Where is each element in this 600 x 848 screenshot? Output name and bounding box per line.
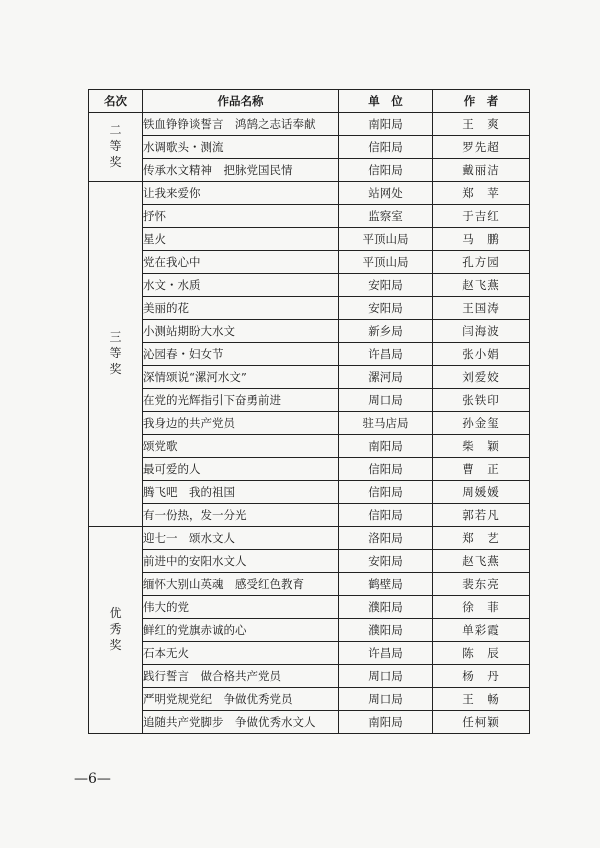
title-cell: 铁血铮铮谈誓言 鸿鹄之志话奉献 <box>143 113 339 136</box>
author-cell: 周媛媛 <box>433 481 530 504</box>
unit-cell: 站网处 <box>339 182 433 205</box>
author-cell: 王 爽 <box>433 113 530 136</box>
table-row <box>89 251 530 274</box>
header-author: 作 者 <box>433 90 530 113</box>
title-cell: 深情颂说“漯河水文” <box>143 366 339 389</box>
author-cell: 孔方园 <box>433 251 530 274</box>
table-row <box>89 205 530 228</box>
unit-cell: 信阳局 <box>339 504 433 527</box>
title-cell: 颂党歌 <box>143 435 339 458</box>
table-row <box>89 458 530 481</box>
table-row <box>89 596 530 619</box>
unit-cell: 安阳局 <box>339 550 433 573</box>
rank-label: 二等奖 <box>109 122 122 169</box>
author-cell: 郑 艺 <box>433 527 530 550</box>
table-row <box>89 389 530 412</box>
rank-cell <box>89 527 143 734</box>
unit-cell: 新乡局 <box>339 320 433 343</box>
title-cell: 沁园春・妇女节 <box>143 343 339 366</box>
author-cell: 赵飞燕 <box>433 274 530 297</box>
unit-cell: 南阳局 <box>339 113 433 136</box>
rank-label: 优秀奖 <box>109 605 122 652</box>
award-body <box>89 113 530 734</box>
table-row <box>89 688 530 711</box>
unit-cell: 漯河局 <box>339 366 433 389</box>
title-cell: 水文・水质 <box>143 274 339 297</box>
table-row <box>89 619 530 642</box>
table-row <box>89 527 530 550</box>
author-cell: 单彩霞 <box>433 619 530 642</box>
title-cell: 抒怀 <box>143 205 339 228</box>
title-cell: 石本无火 <box>143 642 339 665</box>
title-cell: 前进中的安阳水文人 <box>143 550 339 573</box>
title-cell: 在党的光辉指引下奋勇前进 <box>143 389 339 412</box>
table-row <box>89 711 530 734</box>
unit-cell: 洛阳局 <box>339 527 433 550</box>
author-cell: 罗先超 <box>433 136 530 159</box>
table-row <box>89 412 530 435</box>
author-cell: 赵飞燕 <box>433 550 530 573</box>
author-cell: 裴东亮 <box>433 573 530 596</box>
title-cell: 有一份热，发一分光 <box>143 504 339 527</box>
title-cell: 践行誓言 做合格共产党员 <box>143 665 339 688</box>
unit-cell: 驻马店局 <box>339 412 433 435</box>
award-table <box>88 89 530 734</box>
table-row <box>89 481 530 504</box>
title-cell: 星火 <box>143 228 339 251</box>
table-row <box>89 642 530 665</box>
title-cell: 追随共产党脚步 争做优秀水文人 <box>143 711 339 734</box>
author-cell: 戴丽洁 <box>433 159 530 182</box>
table-row <box>89 366 530 389</box>
unit-cell: 许昌局 <box>339 642 433 665</box>
author-cell: 曹 正 <box>433 458 530 481</box>
table-row <box>89 274 530 297</box>
unit-cell: 安阳局 <box>339 274 433 297</box>
table-row <box>89 228 530 251</box>
title-cell: 小测站期盼大水文 <box>143 320 339 343</box>
title-cell: 迎七一 颂水文人 <box>143 527 339 550</box>
table-row <box>89 113 530 136</box>
rank-cell <box>89 182 143 527</box>
author-cell: 闫海波 <box>433 320 530 343</box>
unit-cell: 信阳局 <box>339 458 433 481</box>
table-row <box>89 343 530 366</box>
title-cell: 让我来爱你 <box>143 182 339 205</box>
table-row <box>89 297 530 320</box>
author-cell: 刘爱姣 <box>433 366 530 389</box>
unit-cell: 监察室 <box>339 205 433 228</box>
unit-cell: 平顶山局 <box>339 251 433 274</box>
unit-cell: 信阳局 <box>339 136 433 159</box>
author-cell: 郭若凡 <box>433 504 530 527</box>
title-cell: 严明党规党纪 争做优秀党员 <box>143 688 339 711</box>
table-row <box>89 573 530 596</box>
title-cell: 传承水文精神 把脉党国民情 <box>143 159 339 182</box>
table-row <box>89 435 530 458</box>
header-unit: 单 位 <box>339 90 433 113</box>
author-cell: 王 畅 <box>433 688 530 711</box>
unit-cell: 濮阳局 <box>339 596 433 619</box>
author-cell: 张铁印 <box>433 389 530 412</box>
title-cell: 最可爱的人 <box>143 458 339 481</box>
author-cell: 任柯颖 <box>433 711 530 734</box>
unit-cell: 濮阳局 <box>339 619 433 642</box>
unit-cell: 鹤壁局 <box>339 573 433 596</box>
author-cell: 徐 菲 <box>433 596 530 619</box>
author-cell: 于吉红 <box>433 205 530 228</box>
author-cell: 马 鹏 <box>433 228 530 251</box>
title-cell: 党在我心中 <box>143 251 339 274</box>
title-cell: 鲜红的党旗赤诚的心 <box>143 619 339 642</box>
unit-cell: 南阳局 <box>339 711 433 734</box>
author-cell: 陈 辰 <box>433 642 530 665</box>
unit-cell: 南阳局 <box>339 435 433 458</box>
rank-label: 三等奖 <box>109 329 122 376</box>
author-cell: 柴 颖 <box>433 435 530 458</box>
table-row <box>89 159 530 182</box>
author-cell: 王国涛 <box>433 297 530 320</box>
table-row <box>89 665 530 688</box>
header-rank: 名次 <box>89 90 143 113</box>
title-cell: 缅怀大别山英魂 感受红色教育 <box>143 573 339 596</box>
unit-cell: 许昌局 <box>339 343 433 366</box>
unit-cell: 安阳局 <box>339 297 433 320</box>
unit-cell: 信阳局 <box>339 481 433 504</box>
author-cell: 郑 苹 <box>433 182 530 205</box>
table-row <box>89 550 530 573</box>
table-row <box>89 136 530 159</box>
table-row <box>89 182 530 205</box>
rank-cell <box>89 113 143 182</box>
title-cell: 伟大的党 <box>143 596 339 619</box>
title-cell: 腾飞吧 我的祖国 <box>143 481 339 504</box>
table-row <box>89 320 530 343</box>
title-cell: 美丽的花 <box>143 297 339 320</box>
title-cell: 水调歌头・测流 <box>143 136 339 159</box>
unit-cell: 平顶山局 <box>339 228 433 251</box>
unit-cell: 周口局 <box>339 665 433 688</box>
unit-cell: 周口局 <box>339 389 433 412</box>
author-cell: 孙金玺 <box>433 412 530 435</box>
header-row <box>89 90 530 113</box>
table-row <box>89 504 530 527</box>
header-title: 作品名称 <box>143 90 339 113</box>
author-cell: 杨 丹 <box>433 665 530 688</box>
unit-cell: 周口局 <box>339 688 433 711</box>
page-number: —6— <box>74 771 111 787</box>
author-cell: 张小娟 <box>433 343 530 366</box>
title-cell: 我身边的共产党员 <box>143 412 339 435</box>
unit-cell: 信阳局 <box>339 159 433 182</box>
